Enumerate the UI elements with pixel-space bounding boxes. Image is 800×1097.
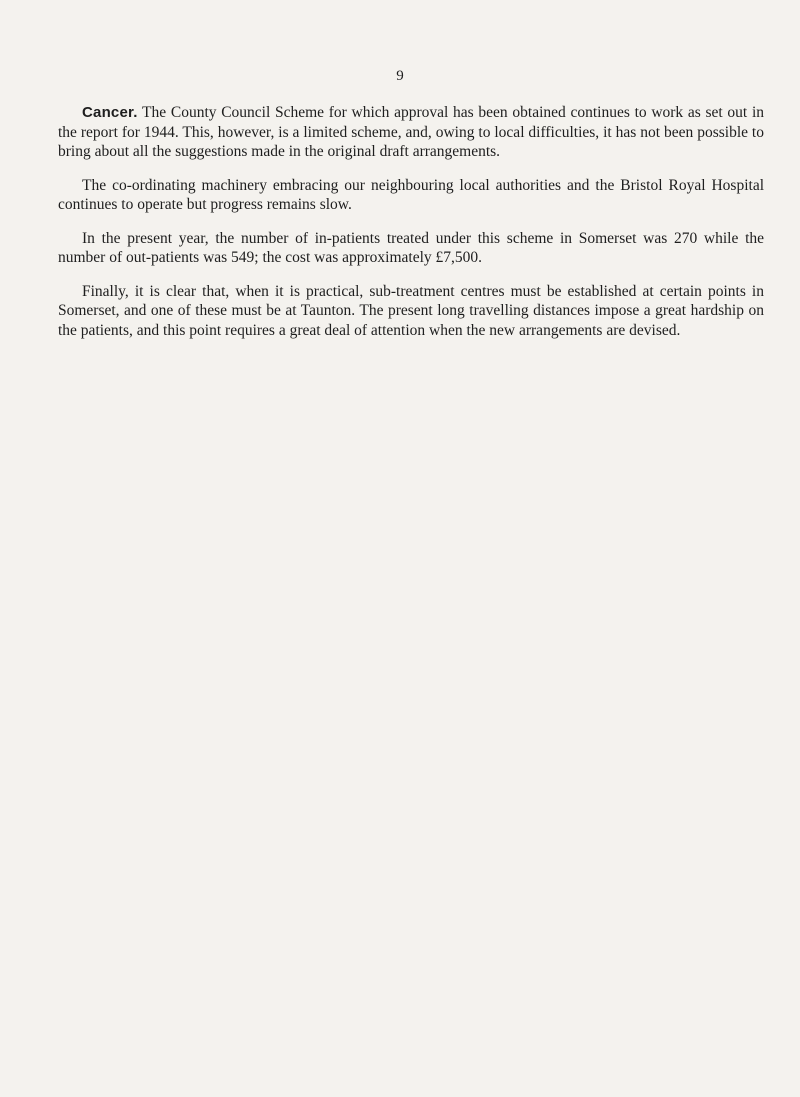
section-heading: Cancer. — [82, 104, 138, 121]
paragraph-3: In the present year, the number of in-patients treated under this scheme in Somerset was 270 while the number of out-patients was 549; the cost was approximately £7,500. — [58, 229, 764, 266]
paragraph-4: Finally, it is clear that, when it is practical, sub-treatment centres must be established at certain points in Somerset, and one of these must be at Taunton. The present long travelling distances impose a great hardship on the patients, and this point requires a great deal of attention when the new arrangements are devised. — [58, 282, 764, 339]
paragraph-2: The co-ordinating machinery embracing our neighbouring local authorities and the Bristol Royal Hospital continues to operate but progress remains slow. — [58, 176, 764, 213]
cancer-section — [58, 103, 764, 354]
page-number: 9 — [396, 68, 404, 84]
paragraph-1-text: The County Council Scheme for which approval has been obtained continues to work as set out in the report for 1944. This, however, is a limited scheme, and, owing to local difficulties, it has not been possible to bring about all the suggestions made in the original draft arrangements. — [58, 104, 764, 160]
paragraph-1 — [58, 103, 764, 162]
